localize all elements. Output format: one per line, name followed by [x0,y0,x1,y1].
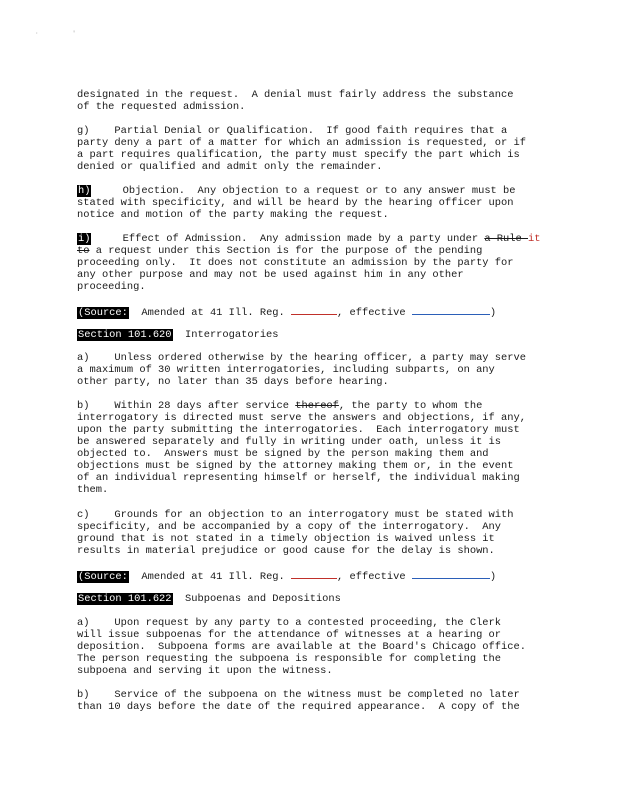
text-line: ground that is not stated in a timely objection is waived unless it [77,533,495,546]
source-label: (Source: [78,571,128,583]
text-line: proceeding. [77,281,146,294]
text-line: b) Service of the subpoena on the witness must be completed no later [77,689,520,701]
paragraph-f-continuation [77,89,542,113]
text-line: specificity, and be accompanied by a copy of the interrogatory. Any [77,521,502,534]
text-line: of the requested admission. [77,101,246,114]
section-label: Section 101.620 [78,329,172,341]
text-line: stated with specificity, and will be heard by the hearing officer upon [77,197,514,210]
text-line: deposition. Subpoena forms are available at the Board's Chicago office. [77,641,526,654]
text-line: , the party to whom the [338,400,483,412]
text-line: be answered separately and fully in writing under oath, unless it is [77,436,502,449]
text-line: will issue subpoenas for the attendance of witnesses at a hearing or [77,629,502,642]
text-line: , effective [337,307,412,319]
scan-speck: ' [72,30,76,37]
text-line: of an individual representing himself or herself, the individual making [77,472,520,485]
text-line: Amended at 41 Ill. Reg. [128,571,292,583]
struck-text: a Rule [484,233,528,245]
text-line: subpoena and serving it upon the witness. [77,665,333,678]
text-line: a) Unless ordered otherwise by the hearing officer, a party may serve [77,352,526,364]
struck-text: thereof [295,400,339,412]
text-line: upon the party submitting the interrogatories. Each interrogatory must [77,424,520,437]
paragraph-i [77,233,542,293]
text-line: any other purpose and may not be used against him in any other [77,269,464,282]
text-line: other party, no later than 35 days before hearing. [77,376,389,389]
struck-text: to [77,245,90,258]
text-line: notice and motion of the party making the request. [77,209,389,222]
text-line: Amended at 41 Ill. Reg. [128,307,292,319]
text-line: a maximum of 30 written interrogatories, including subparts, on any [77,364,495,377]
source-note-1 [77,305,542,319]
source-label: (Source: [78,307,128,319]
text-line: objections must be signed by the attorney making them or, in the event [77,460,514,473]
text-line: a request under this Section is for the purpose of the pending [89,245,483,258]
text-line: Objection. Any objection to a request or to any answer must be [91,185,516,197]
text-line: ) [489,571,497,583]
text-line: results in material prejudice or good cause for the delay is shown. [77,545,495,558]
text-line: The person requesting the subpoena is responsible for completing the [77,653,502,666]
text-line: interrogatory is directed must serve the answers and objections, if any, [77,412,526,425]
paragraph-620-c [77,509,542,557]
section-title: Subpoenas and Depositions [172,593,341,605]
text-line: g) Partial Denial or Qualification. If good faith requires that a [77,125,508,137]
text-line: b) Within 28 days after service [77,400,296,412]
text-line: objected to. Answers must be signed by the person making them and [77,448,489,461]
section-label: Section 101.622 [78,593,172,605]
paragraph-620-a [77,352,542,388]
item-marker: i) [78,233,91,245]
scan-specks [35,30,106,37]
source-note-2 [77,569,542,583]
inserted-text: it [527,233,541,245]
section-title: Interrogatories [172,329,279,341]
effective-date-blank [412,569,490,579]
text-line: than 10 days before the date of the required appearance. A copy of the [77,701,520,714]
section-heading-101-622 [77,593,542,605]
text-line: Effect of Admission. Any admission made by a party under [91,233,485,245]
section-heading-101-620 [77,329,542,341]
text-line: a) Upon request by any party to a contested proceeding, the Clerk [77,617,502,629]
text-line: c) Grounds for an objection to an interrogatory must be stated with [77,509,514,521]
paragraph-h [77,185,542,221]
item-marker: h) [78,185,91,197]
register-number-blank [291,305,337,315]
paragraph-g [77,125,542,173]
text-line: proceeding only. It does not constitute an admission by the party for [77,257,514,270]
effective-date-blank [412,305,490,315]
scan-speck: · [35,30,39,37]
paragraph-622-b [77,689,542,713]
paragraph-620-b [77,400,542,496]
text-line: them. [77,484,109,497]
text-line: designated in the request. A denial must fairly address the substance [77,89,514,101]
text-line: ) [489,307,497,319]
register-number-blank [291,569,337,579]
paragraph-622-a [77,617,542,677]
text-line: a part requires qualification, the party must specify the part which is [77,149,520,162]
text-line: denied or qualified and admit only the remainder. [77,161,383,174]
text-line: party deny a part of a matter for which an admission is requested, or if [77,137,526,150]
text-line: , effective [337,571,412,583]
